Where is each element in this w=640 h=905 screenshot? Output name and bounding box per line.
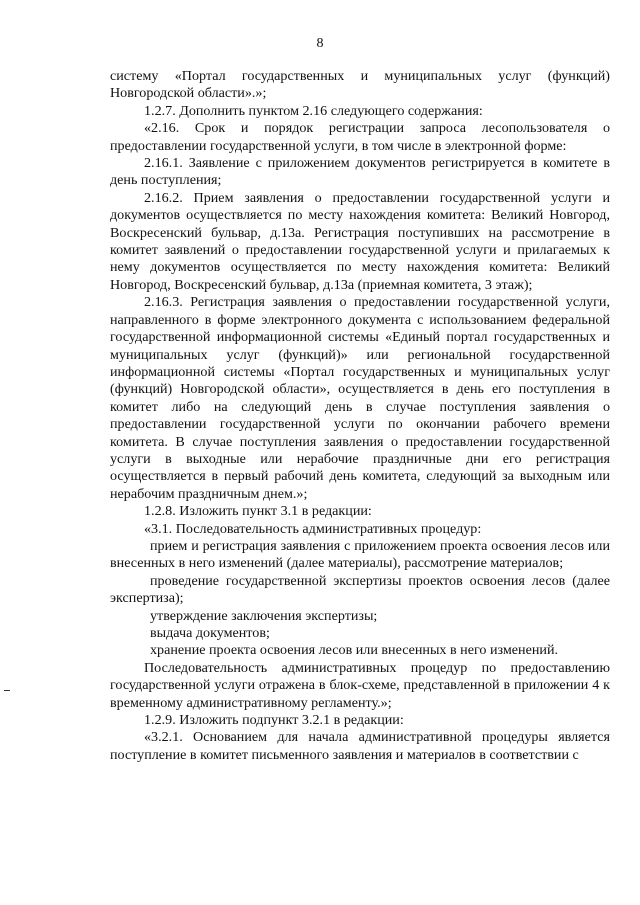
paragraph: хранение проекта освоения лесов или внесенных в него изменений. — [150, 642, 559, 659]
paragraph: выдача документов; — [150, 625, 270, 641]
paragraph: 2.16.1. Заявление с приложением документов регистрируется в комитете в день поступления; — [110, 155, 610, 189]
paragraph: утверждение заключения экспертизы; — [150, 607, 378, 624]
paragraph: «2.16. Срок и порядок регистрации запроса лесопользователя о предоставлении государственной услуги, в том числе в электронной форме: — [110, 120, 610, 154]
paragraph: 2.16.3. Регистрация заявления о предоставлении государственной услуги, направленного в форме электронного документа с использованием федеральной государственной информационной системы «Единый портал государственных и муниципальных услуг (функций)» или региональной государственной информационной системы «Портал государственных и муниципальных услуг (функций) Новгородской области», осуществляется в день его поступления в комитет либо на следующий день в случае поступления заявления о предоставлении государственной услуги по окончании рабочего времени комитета. В случае поступления заявления о предоставлении государственной услуги в выходные или нерабочие праздничные дни его регистрация осуществляется в первый рабочий день комитета, следующий за выходным или нерабочим праздничным днем.»; — [110, 294, 610, 502]
paragraph: «3.1. Последовательность административных процедур: — [144, 520, 482, 537]
paragraph: Последовательность административных процедур по предоставлению государственной услуги отражена в блок-схеме, представленной в приложении 4 к временному административному регламенту.»; — [110, 659, 610, 711]
paragraph: проведение государственной экспертизы проектов освоения лесов (далее экспертиза); — [110, 572, 610, 607]
paragraph: 1.2.7. Дополнить пунктом 2.16 следующего содержания: — [144, 102, 483, 119]
paragraph: «3.2.1. Основанием для начала административной процедуры является поступление в комитет письменного заявления и материалов в соответствии с — [110, 729, 610, 763]
document-body — [110, 68, 610, 764]
margin-mark — [4, 690, 10, 691]
paragraph: 1.2.9. Изложить подпункт 3.2.1 в редакции: — [144, 712, 404, 729]
paragraph: 2.16.2. Прием заявления о предоставлении государственной услуги и документов осуществляется по месту нахождения комитета: Великий Новгород, Воскресенский бульвар, д.13а. Регистрация поступивших на рассмотрение в комитет заявлений о предоставлении государственной услуги и прилагаемых к нему документов осуществляется по месту нахождения комитета: Великий Новгород, Воскресенский бульвар, д.13а (приемная комитета, 3 этаж); — [110, 189, 610, 293]
paragraph: 1.2.8. Изложить пункт 3.1 в редакции: — [144, 503, 372, 520]
paragraph: систему «Портал государственных и муниципальных услуг (функций) Новгородской области».»; — [110, 68, 610, 102]
paragraph: прием и регистрация заявления с приложением проекта освоения лесов или внесенных в него изменений (далее материалы), рассмотрение материалов; — [110, 537, 610, 572]
page-number: 8 — [316, 36, 324, 51]
